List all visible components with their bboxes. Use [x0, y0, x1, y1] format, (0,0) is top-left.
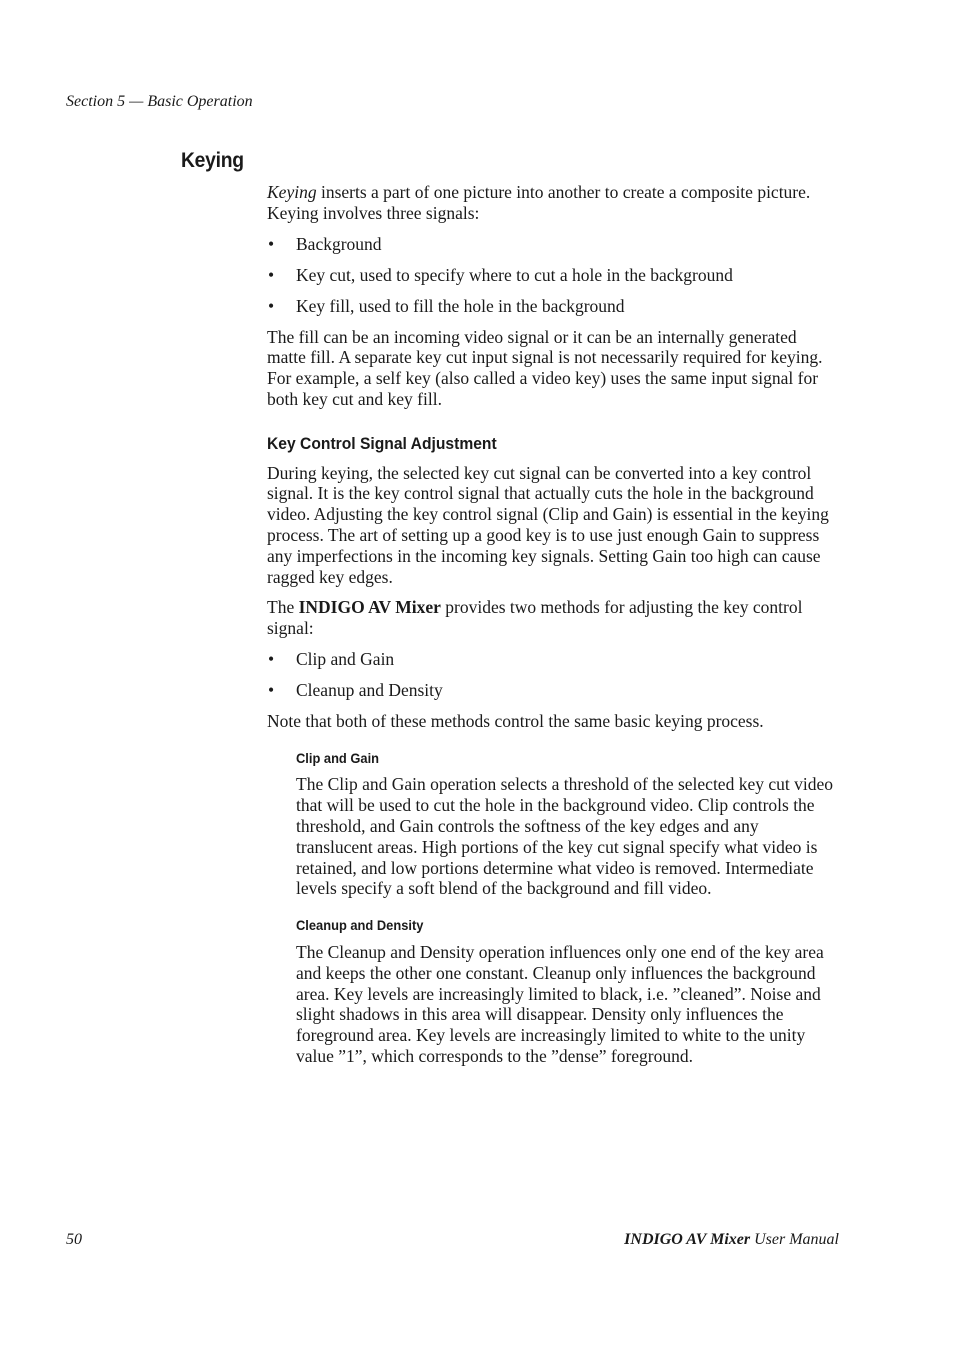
keying-term: Keying [267, 182, 317, 202]
page-number: 50 [66, 1231, 82, 1248]
keying-signal-list [267, 234, 839, 317]
subheading-clip-gain: Clip and Gain [296, 749, 380, 766]
section-title-keying: Keying [181, 149, 244, 172]
list-item: • Cleanup and Density [267, 680, 839, 701]
keying-intro-rest: inserts a part of one picture into another to create a composite picture. Keying involves three signals: [267, 182, 811, 223]
keying-fill-paragraph: The fill can be an incoming video signal or it can be an internally generated matte fill. A separate key cut input signal is not necessarily required for keying. For example, a self key (also called a video key) uses the same input signal for both key cut and key fill. [267, 326, 823, 409]
keying-intro [267, 182, 839, 224]
methods-list [267, 649, 839, 701]
methods-post: provides two methods for adjusting the key control signal: [267, 597, 803, 639]
footer-manual: User Manual [750, 1231, 839, 1248]
product-name: INDIGO AV Mixer [298, 597, 441, 618]
clip-gain-paragraph: The Clip and Gain operation selects a threshold of the selected key cut video that will be used to cut the hole in the background video. Clip controls the threshold, and Gain controls the softness of the key edges and any translucent areas. High portions of the key cut signal specify what video is retained, and low portions determine what video is removed. Intermediate levels specify a soft blend of the background and fill video. [296, 774, 833, 899]
subsection-title-key-control: Key Control Signal Adjustment [267, 433, 497, 453]
key-control-paragraph: During keying, the selected key cut signal can be converted into a key control signal. It is the key control signal that actually cuts the hole in the background video. Adjusting the key control signal (Clip and Gain) is essential in the keying process. The art of setting up a good key is to use just enough Gain to suppress any imperfections in the incoming key signals. Setting Gain too high can cause ragged key edges. [267, 462, 829, 587]
methods-intro [267, 597, 839, 639]
list-item: • Background [267, 234, 839, 255]
running-head: Section 5 — Basic Operation [66, 93, 253, 110]
body-text [267, 182, 839, 1067]
list-item: • Clip and Gain [267, 649, 839, 670]
methods-pre: The [267, 597, 299, 618]
list-item: • Key cut, used to specify where to cut a hole in the background [267, 265, 839, 286]
subheading-cleanup-density: Cleanup and Density [296, 917, 424, 934]
list-item: • Key fill, used to fill the hole in the background [267, 296, 839, 317]
cleanup-density-paragraph: The Cleanup and Density operation influences only one end of the key area and keeps the other one constant. Cleanup only influences the background area. Key levels are increasingly limited to black, i.e. ”cleaned”. Noise and slight shadows in this area will disappear. Density only influences the foreground area. Key levels are increasingly limited to white to the unity value ”1”, which corresponds to the ”dense” foreground. [296, 942, 824, 1067]
footer-title [624, 1231, 839, 1249]
methods-note: Note that both of these methods control the same basic keying process. [267, 710, 764, 731]
footer-product: INDIGO AV Mixer [624, 1231, 751, 1248]
